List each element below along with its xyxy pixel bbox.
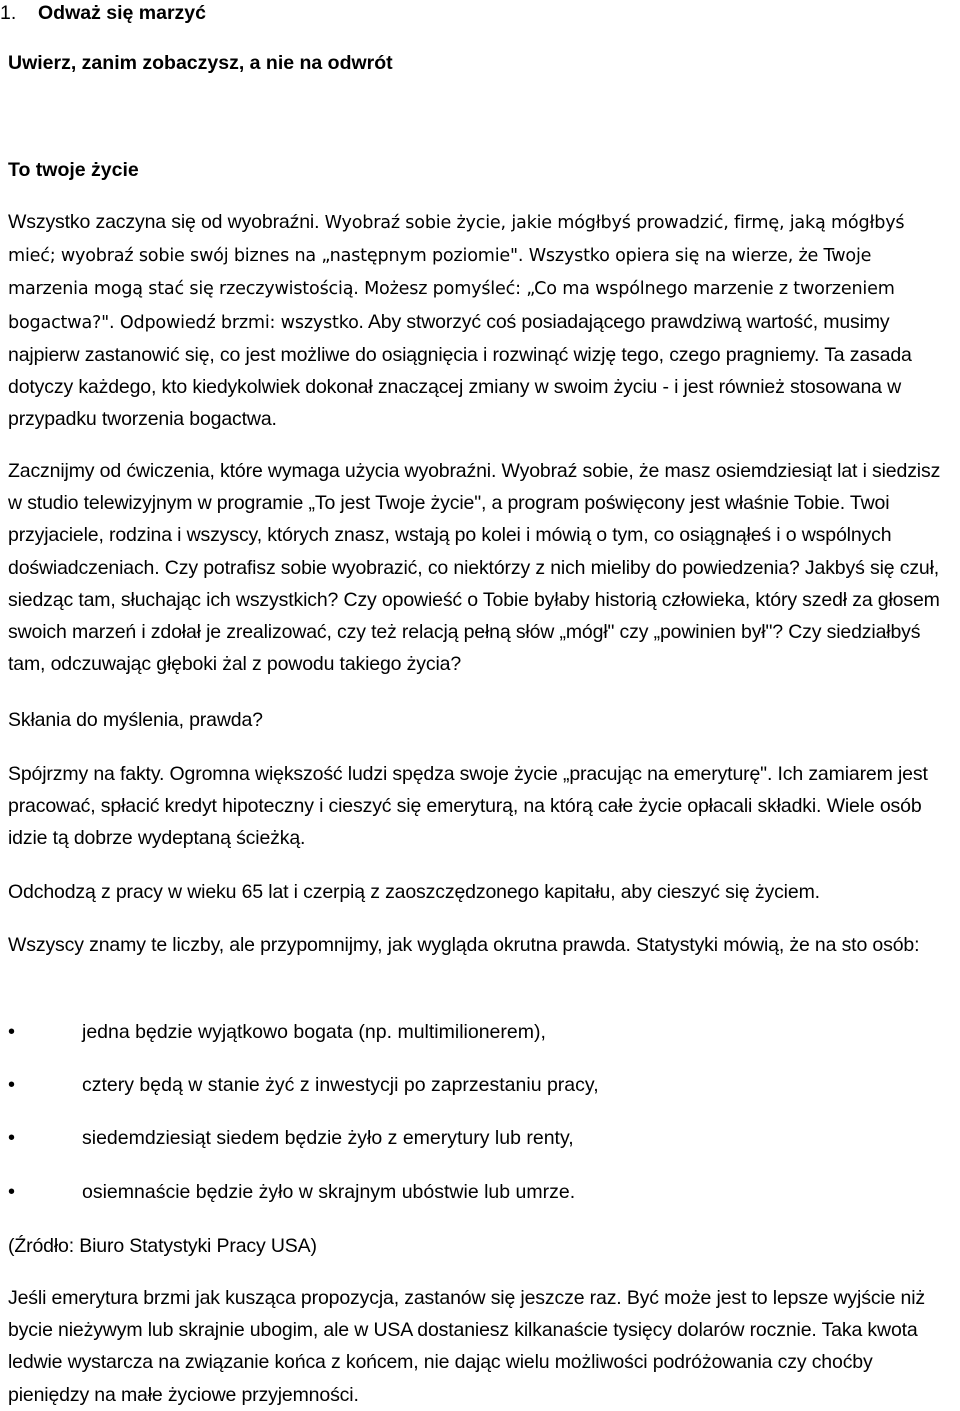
section-title: To twoje życie bbox=[8, 159, 139, 181]
paragraph-retirement: Odchodzą z pracy w wieku 65 lat i czerpią z zaoszczędzonego kapitału, aby cieszyć się życiem. bbox=[8, 881, 820, 903]
paragraph-conclusion: Jeśli emerytura brzmi jak kusząca propozycja, zastanów się jeszcze raz. Być może jest to lepsze wyjście niż bycie nieżywym lub skrajnie ubogim, ale w USA dostaniesz kilkanaście tysięcy dolarów rocznie. Taka kwota ledwie wystarcza na związanie końca z końcem, nie dając wielu możliwości podróżowania czy choćby pieniędzy na małe życiowe przyjemności. bbox=[8, 1287, 926, 1406]
bullet-icon: • bbox=[8, 1074, 16, 1096]
bullet-icon: • bbox=[8, 1181, 16, 1203]
list-item-text: osiemnaście będzie żyło w skrajnym ubóstwie lub umrze. bbox=[82, 1181, 576, 1203]
paragraph-intro-lead: Wszystko zaczyna się od wyobraźni. bbox=[8, 211, 325, 233]
chapter-number: 1. bbox=[0, 2, 17, 24]
subtitle: Uwierz, zanim zobaczysz, a nie na odwrót bbox=[8, 52, 393, 74]
paragraph-exercise: Zacznijmy od ćwiczenia, które wymaga użycia wyobraźni. Wyobraź sobie, że masz osiemdziesiąt lat i siedzisz w studio telewizyjnym w programie „To jest Twoje życie", a program poświęcony jest właśnie Tobie. Twoi przyjaciele, rodzina i wszyscy, których znasz, wstają po kolei i mówią o tym, co osiągnąłeś i o wspólnych doświadczeniach. Czy potrafisz sobie wyobrazić, co niektórzy z nich mieliby do powiedzenia? Jakbyś się czuł, siedząc tam, słuchając ich wszystkich? Czy opowieść o Tobie byłaby historią człowieka, który szedł za głosem swoich marzeń i zdołał je zrealizować, czy też relacją pełną słów „mógł" czy „powinien był"? Czy siedziałbyś tam, odczuwając głęboki żal z powodu takiego życia? bbox=[8, 460, 941, 676]
paragraph-facts: Spójrzmy na fakty. Ogromna większość ludzi spędza swoje życie „pracując na emeryturę". Ich zamiarem jest pracować, spłacić kredyt hipoteczny i cieszyć się emeryturą, na którą całe życie opłacali składki. Wiele osób idzie tą dobrze wydeptaną ścieżką. bbox=[8, 763, 928, 850]
bullet-icon: • bbox=[8, 1021, 16, 1043]
list-item-text: siedemdziesiąt siedem będzie żyło z emerytury lub renty, bbox=[82, 1127, 574, 1149]
paragraph-question: Skłania do myślenia, prawda? bbox=[8, 709, 263, 731]
chapter-title: Odważ się marzyć bbox=[38, 2, 206, 24]
paragraph-intro-tail: Aby stworzyć coś posiadającego prawdziwą wartość, musimy najpierw zastanowić się, co jest możliwe do osiągnięcia i rozwinąć wizję tego, czego pragniemy. Ta zasada dotyczy każdego, kto kiedykolwiek dokonał znaczącej zmiany w swoim życiu - i jest również stosowana w przypadku tworzenia bogactwa. bbox=[8, 310, 912, 431]
paragraph-source: (Źródło: Biuro Statystyki Pracy USA) bbox=[8, 1235, 317, 1257]
list-item bbox=[8, 1122, 948, 1154]
list-item bbox=[8, 1176, 948, 1208]
list-item-text: jedna będzie wyjątkowo bogata (np. multimilionerem), bbox=[82, 1021, 546, 1043]
bullet-icon: • bbox=[8, 1127, 16, 1149]
paragraph-intro bbox=[8, 206, 956, 435]
list-item bbox=[8, 1016, 948, 1048]
paragraph-intro-middle: Wyobraź sobie życie, jakie mógłbyś prowadzić, firmę, jaką mógłbyś mieć; wyobraź sobie swój biznes na „następnym poziomie". Wszystko opiera się na wierze, że Twoje marzenia mogą stać się rzeczywistością. Możesz pomyśleć: „Co ma wspólnego marzenie z tworzeniem bogactwa?". Odpowiedź brzmi: wszystko. bbox=[8, 213, 905, 333]
list-item-text: cztery będą w stanie żyć z inwestycji po zaprzestaniu pracy, bbox=[82, 1074, 599, 1096]
paragraph-statistics: Wszyscy znamy te liczby, ale przypomnijmy, jak wygląda okrutna prawda. Statystyki mówią, że na sto osób: bbox=[8, 934, 920, 956]
list-item bbox=[8, 1069, 948, 1101]
